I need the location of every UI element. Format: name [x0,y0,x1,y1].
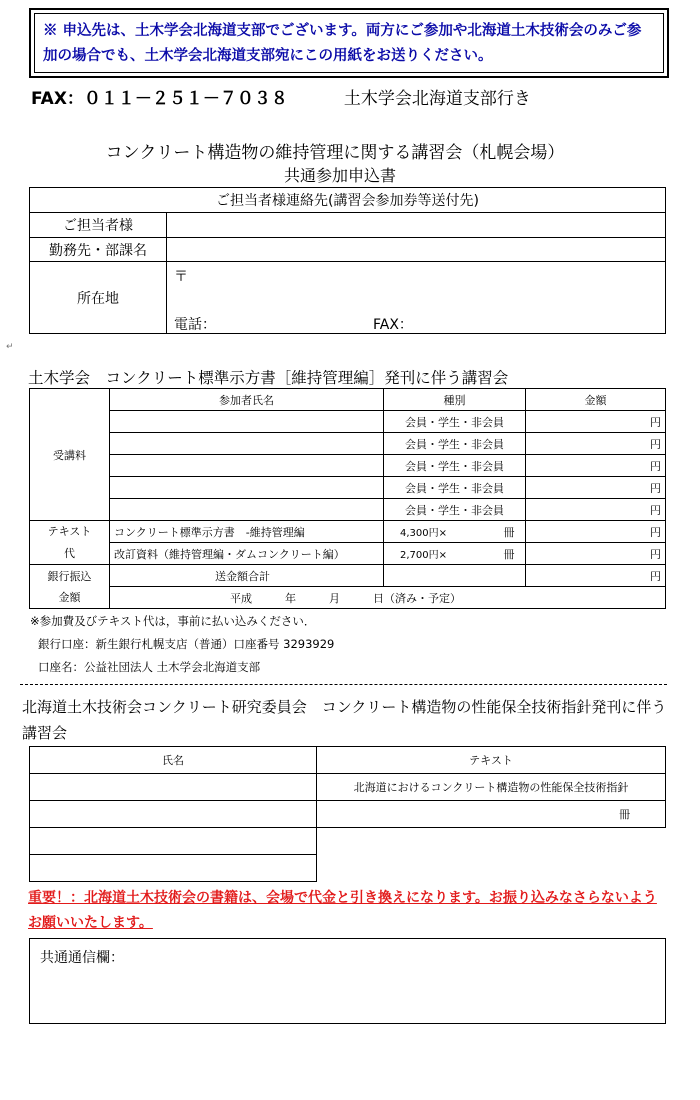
workplace-label: 勤務先・部課名 [30,238,167,262]
hokkaido-text-header: テキスト [317,747,666,774]
hokkaido-name-field[interactable] [30,801,317,828]
participant-name-field[interactable] [110,455,384,477]
text-item-name: コンクリート標準示方書 -維持管理編 [110,521,384,543]
text-item-price[interactable] [384,543,526,565]
bank-label-2: 金額 [30,587,110,609]
notice-text: ※ 申込先は、土木学会北海道支部でございます。両方にご参加や北海道土木技術会のみご参加の場合でも、土木学会北海道支部宛にこの用紙をお送りください。 [34,13,664,73]
fee-amount[interactable]: 円 [526,455,666,477]
hokkaido-name-field[interactable] [30,855,317,882]
person-field[interactable] [167,213,666,238]
fax-label: FAX： [373,317,413,333]
text-unit-price: 2,700円× [400,549,448,561]
address-label: 所在地 [30,262,167,334]
phone-label: 電話： [174,317,216,333]
hokkaido-table [29,746,666,882]
text-fee-label-2: 代 [30,543,110,565]
communication-box[interactable] [29,938,666,1024]
text-fee-label-1: テキスト [30,521,110,543]
page-title [0,138,700,163]
text-unit-price: 4,300円× [400,527,448,539]
payment-note: ※参加費及びテキスト代は，事前に払い込みください． [30,614,316,628]
transfer-blank [384,565,526,587]
account-name-note: 口座名：公益社団法人 土木学会北海道支部 [38,660,261,674]
important-notice: 重要！：北海道土木技術会の書籍は、会場で代金と引き換えになります。お振り込みなさらないようお願いいたします。 [28,890,657,931]
name-header: 参加者氏名 [110,389,384,411]
workplace-field[interactable] [167,238,666,262]
empty-cell [317,855,666,882]
empty-cell [317,828,666,855]
hokkaido-name-field[interactable] [30,774,317,801]
participant-name-field[interactable] [110,477,384,499]
hokkaido-section-title: 北海道土木技術会コンクリート研究委員会 コンクリート構造物の性能保全技術指針発刊に伴う講習会 [22,698,667,742]
bank-account-note: 銀行口座：新生銀行札幌支店（普通）口座番号 3293929 [38,637,335,651]
notice-box [29,8,669,78]
transfer-date-line[interactable]: 平成 年 月 日（済み・予定） [110,587,666,609]
participant-name-field[interactable] [110,411,384,433]
type-header: 種別 [384,389,526,411]
participant-name-field[interactable] [110,433,384,455]
hokkaido-name-header: 氏名 [30,747,317,774]
fee-label: 受講料 [30,389,110,521]
member-type-options[interactable]: 会員・学生・非会員 [384,499,526,521]
page-title-text: コンクリート構造物の維持管理に関する講習会（札幌会場） [105,143,565,163]
fee-amount[interactable]: 円 [526,499,666,521]
member-type-options[interactable]: 会員・学生・非会員 [384,433,526,455]
postal-mark: 〒 [174,269,188,285]
text-unit: 冊 [503,525,515,539]
fee-amount[interactable]: 円 [526,411,666,433]
page-subtitle: 共通参加申込書 [283,166,396,185]
fee-amount[interactable]: 円 [526,433,666,455]
jsce-section-title: 土木学会 コンクリート標準示方書［維持管理編］発刊に伴う講習会 [28,369,509,387]
hokkaido-name-field[interactable] [30,828,317,855]
communication-label: 共通通信欄： [40,950,124,966]
jsce-table [29,388,666,609]
text-item-name: 改訂資料（維持管理編・ダムコンクリート編） [110,543,384,565]
fax-destination: 土木学会北海道支部行き [343,89,531,109]
hokkaido-text-name: 北海道におけるコンクリート構造物の性能保全技術指針 [317,774,666,801]
member-type-options[interactable]: 会員・学生・非会員 [384,455,526,477]
divider [20,684,667,685]
text-amount[interactable]: 円 [526,521,666,543]
bank-label-1: 銀行振込 [30,565,110,587]
text-item-price[interactable] [384,521,526,543]
participant-name-field[interactable] [110,499,384,521]
fee-amount[interactable]: 円 [526,477,666,499]
text-unit: 冊 [503,547,515,561]
paragraph-mark: ↵ [6,342,14,352]
contact-table [29,187,666,334]
contact-header: ご担当者様連絡先(講習会参加券等送付先) [30,188,666,213]
text-amount[interactable]: 円 [526,543,666,565]
transfer-total-label: 送金額合計 [110,565,384,587]
fax-line [31,84,531,109]
member-type-options[interactable]: 会員・学生・非会員 [384,477,526,499]
fax-number: FAX：０１１－２５１－７０３８ [31,89,288,109]
hokkaido-text-quantity[interactable]: 冊 [317,801,666,828]
member-type-options[interactable]: 会員・学生・非会員 [384,411,526,433]
address-field[interactable] [167,262,666,334]
transfer-total-amount[interactable]: 円 [526,565,666,587]
amount-header: 金額 [526,389,666,411]
person-label: ご担当者様 [30,213,167,238]
